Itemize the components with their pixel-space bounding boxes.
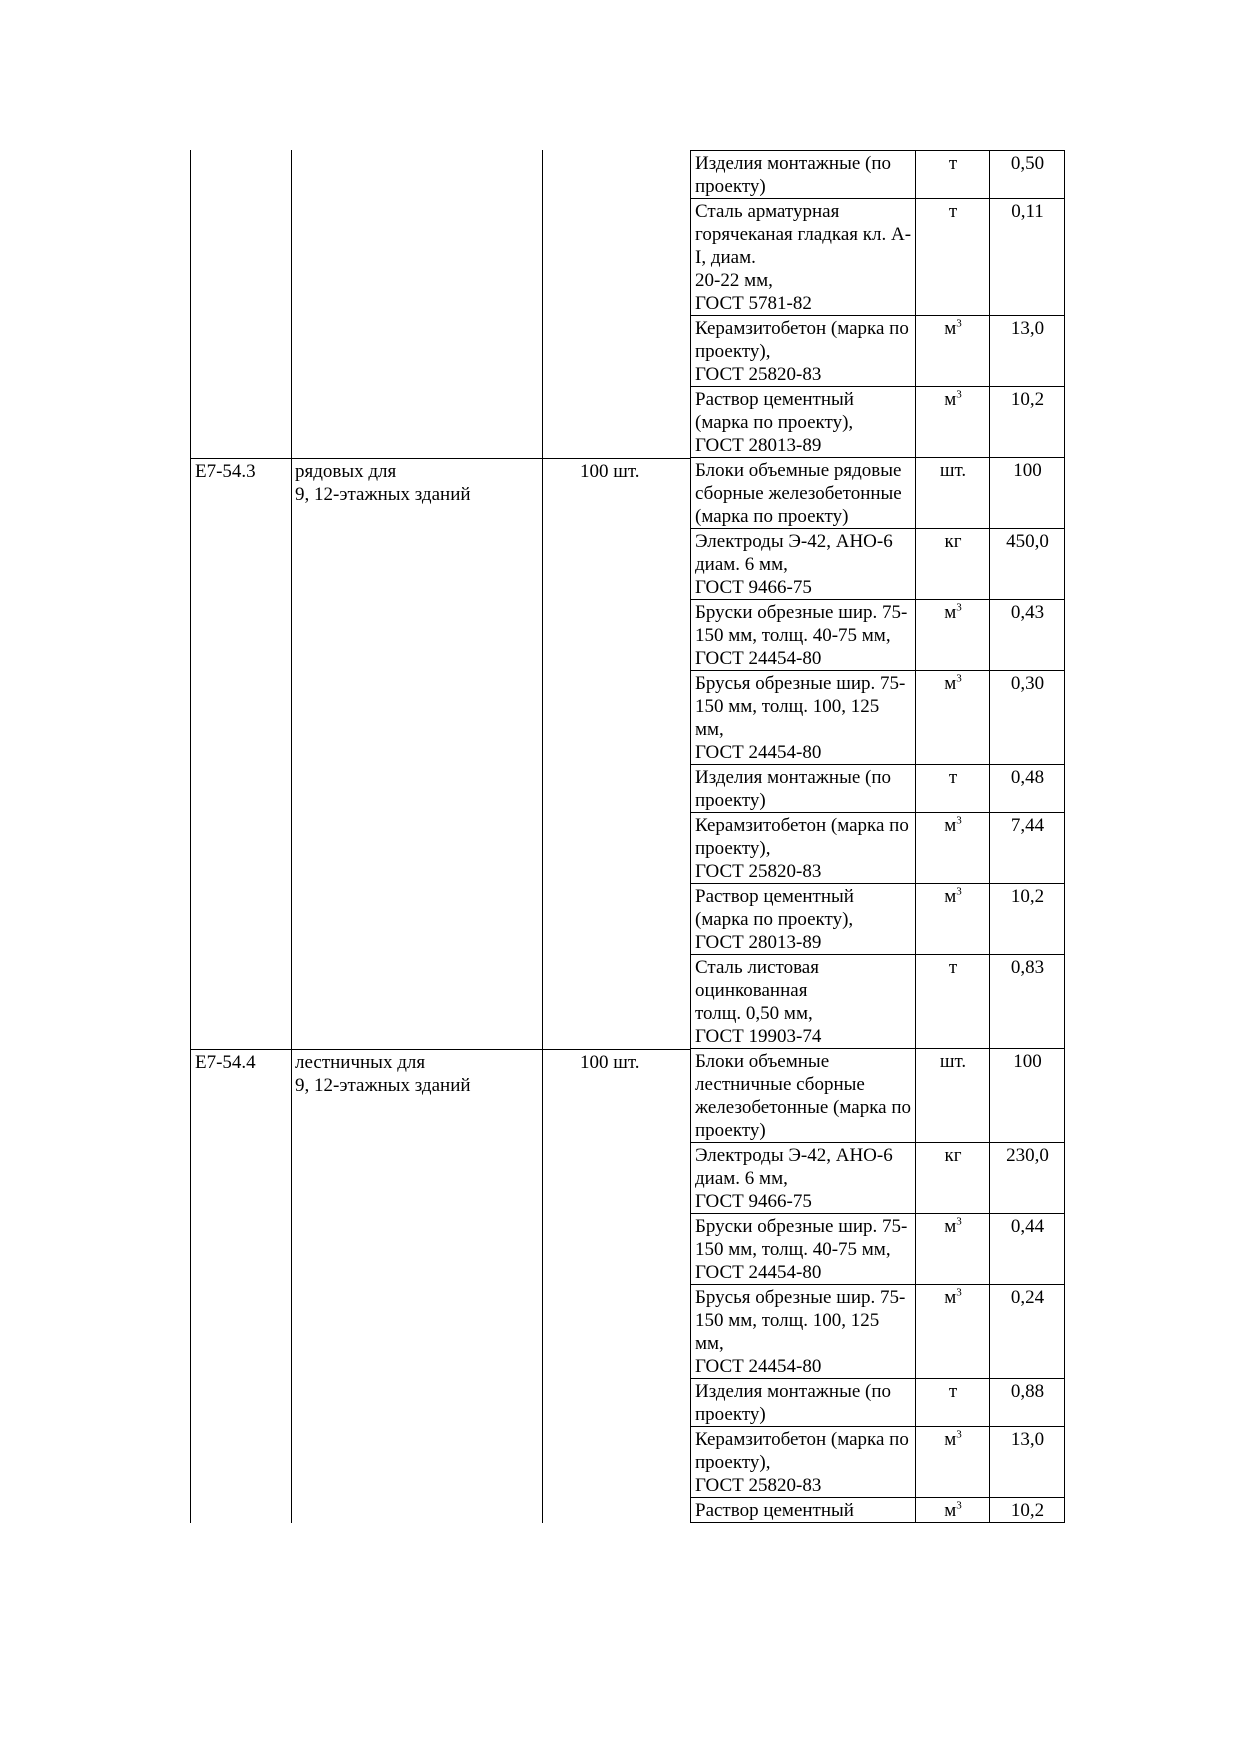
material-row [691, 529, 1065, 600]
material-unit-cell [916, 600, 990, 671]
group-description: рядовых для 9, 12-этажных зданий [295, 460, 471, 505]
material-unit-exponent: 3 [956, 672, 962, 685]
material-quantity: 13,0 [1010, 1429, 1045, 1450]
material-unit-cell [916, 458, 990, 529]
column-rule-left [190, 150, 191, 1523]
material-quantity: 0,24 [1010, 1287, 1045, 1308]
material-quantity: 7,44 [1010, 815, 1045, 836]
material-unit: м [944, 318, 957, 339]
material-name: Изделия монтажные (по проекту) [695, 1381, 892, 1425]
material-name-cell [691, 387, 916, 458]
material-quantity-cell [990, 955, 1065, 1049]
material-row [691, 671, 1065, 765]
material-unit-cell [916, 1498, 990, 1523]
material-row [691, 1049, 1065, 1143]
group-unit: 100 шт. [580, 460, 640, 482]
material-unit: кг [944, 531, 962, 552]
material-quantity-cell [990, 1049, 1065, 1143]
material-unit-exponent: 3 [956, 814, 962, 827]
material-name-cell [691, 1143, 916, 1214]
material-unit-exponent: 3 [956, 388, 962, 401]
material-unit-cell [916, 151, 990, 199]
material-unit-exponent: 3 [956, 1215, 962, 1228]
material-unit: м [944, 1216, 957, 1237]
group-separator [190, 1049, 690, 1050]
material-unit: шт. [939, 1051, 967, 1072]
material-unit: м [944, 602, 957, 623]
group-code: Е7-54.3 [195, 460, 256, 482]
material-unit-cell [916, 1143, 990, 1214]
material-name: Керамзитобетон (марка по проекту), ГОСТ 25820-83 [695, 318, 909, 385]
material-row [691, 1214, 1065, 1285]
group-description: лестничных для 9, 12-этажных зданий [295, 1051, 471, 1096]
material-unit: шт. [939, 460, 967, 481]
material-name: Электроды Э-42, АНО-6 диам. 6 мм, ГОСТ 9466-75 [695, 1145, 893, 1212]
material-quantity: 0,88 [1010, 1381, 1045, 1402]
material-name-cell [691, 316, 916, 387]
material-quantity-cell [990, 199, 1065, 316]
material-unit: м [944, 389, 957, 410]
material-unit-exponent: 3 [956, 1499, 962, 1512]
material-quantity: 13,0 [1010, 318, 1045, 339]
material-unit-exponent: 3 [956, 1286, 962, 1299]
material-quantity: 0,11 [1011, 201, 1044, 222]
material-row [691, 765, 1065, 813]
material-row [691, 458, 1065, 529]
material-quantity-cell [990, 1143, 1065, 1214]
material-quantity-cell [990, 765, 1065, 813]
material-name: Блоки объемные рядовые сборные железобетонные (марка по проекту) [695, 460, 902, 527]
material-name-cell [691, 671, 916, 765]
material-unit-cell [916, 529, 990, 600]
material-name: Керамзитобетон (марка по проекту), ГОСТ 25820-83 [695, 1429, 909, 1496]
material-unit-cell [916, 1379, 990, 1427]
material-unit-cell [916, 955, 990, 1049]
material-unit-exponent: 3 [956, 1428, 962, 1441]
material-name: Брусья обрезные шир. 75-150 мм, толщ. 100, 125 мм, ГОСТ 24454-80 [695, 673, 906, 763]
material-quantity-cell [990, 671, 1065, 765]
material-name-cell [691, 884, 916, 955]
material-unit-exponent: 3 [956, 317, 962, 330]
material-unit-cell [916, 199, 990, 316]
material-unit: м [944, 886, 957, 907]
material-name: Сталь листовая оцинкованная толщ. 0,50 мм, ГОСТ 19903-74 [695, 957, 822, 1047]
material-name: Бруски обрезные шир. 75-150 мм, толщ. 40-75 мм, ГОСТ 24454-80 [695, 1216, 908, 1283]
material-name-cell [691, 1285, 916, 1379]
material-name: Сталь арматурная горячеканая гладкая кл. А-I, диам. 20-22 мм, ГОСТ 5781-82 [695, 201, 912, 314]
materials-table [690, 150, 1065, 1523]
material-name-cell [691, 151, 916, 199]
material-name: Раствор цементный (марка по проекту), ГОСТ 28013-89 [695, 389, 854, 456]
material-unit: м [944, 1287, 957, 1308]
material-unit: т [948, 153, 958, 174]
material-unit: м [944, 673, 957, 694]
material-quantity-cell [990, 151, 1065, 199]
material-unit-exponent: 3 [956, 601, 962, 614]
material-row [691, 1427, 1065, 1498]
group-separator [190, 458, 690, 459]
material-unit-cell [916, 387, 990, 458]
material-name-cell [691, 199, 916, 316]
material-unit: м [944, 1500, 957, 1521]
material-unit-cell [916, 1427, 990, 1498]
material-quantity-cell [990, 458, 1065, 529]
material-name-cell [691, 600, 916, 671]
material-unit: т [948, 1381, 958, 1402]
material-quantity: 450,0 [1006, 531, 1049, 552]
column-rule-description [542, 150, 543, 1523]
material-quantity: 0,44 [1010, 1216, 1045, 1237]
material-name-cell [691, 1214, 916, 1285]
material-unit-exponent: 3 [956, 885, 962, 898]
material-quantity-cell [990, 884, 1065, 955]
material-quantity: 10,2 [1010, 389, 1045, 410]
material-name-cell [691, 813, 916, 884]
material-name: Изделия монтажные (по проекту) [695, 153, 892, 197]
material-unit: т [948, 201, 958, 222]
material-unit-cell [916, 1049, 990, 1143]
material-quantity-cell [990, 316, 1065, 387]
material-row [691, 955, 1065, 1049]
material-name: Раствор цементный [695, 1500, 854, 1521]
material-unit-cell [916, 765, 990, 813]
material-row [691, 1498, 1065, 1523]
material-name-cell [691, 1498, 916, 1523]
material-unit: т [948, 767, 958, 788]
column-rule-code [291, 150, 292, 1523]
material-quantity-cell [990, 1214, 1065, 1285]
material-quantity-cell [990, 600, 1065, 671]
material-name: Бруски обрезные шир. 75-150 мм, толщ. 40-75 мм, ГОСТ 24454-80 [695, 602, 908, 669]
material-name: Керамзитобетон (марка по проекту), ГОСТ 25820-83 [695, 815, 909, 882]
material-quantity-cell [990, 1498, 1065, 1523]
material-name: Блоки объемные лестничные сборные железобетонные (марка по проекту) [695, 1051, 911, 1141]
material-unit: м [944, 1429, 957, 1450]
material-quantity: 10,2 [1010, 1500, 1045, 1521]
material-quantity-cell [990, 529, 1065, 600]
material-quantity: 230,0 [1006, 1145, 1049, 1166]
material-row [691, 884, 1065, 955]
material-quantity: 10,2 [1010, 886, 1045, 907]
material-unit-cell [916, 1285, 990, 1379]
material-unit-cell [916, 316, 990, 387]
material-name-cell [691, 529, 916, 600]
material-quantity: 100 [1013, 1051, 1042, 1072]
material-name-cell [691, 765, 916, 813]
material-quantity: 100 [1013, 460, 1042, 481]
material-row [691, 1143, 1065, 1214]
material-quantity: 0,50 [1010, 153, 1045, 174]
material-row [691, 600, 1065, 671]
material-quantity-cell [990, 1285, 1065, 1379]
material-unit: кг [944, 1145, 962, 1166]
material-quantity-cell [990, 813, 1065, 884]
material-unit: м [944, 815, 957, 836]
material-name-cell [691, 1427, 916, 1498]
group-code: Е7-54.4 [195, 1051, 256, 1073]
material-unit-cell [916, 671, 990, 765]
material-name-cell [691, 955, 916, 1049]
group-unit: 100 шт. [580, 1051, 640, 1073]
material-unit-cell [916, 884, 990, 955]
material-row [691, 199, 1065, 316]
material-quantity-cell [990, 1427, 1065, 1498]
material-name: Изделия монтажные (по проекту) [695, 767, 892, 811]
material-unit-cell [916, 813, 990, 884]
material-quantity: 0,30 [1010, 673, 1045, 694]
material-row [691, 387, 1065, 458]
material-name: Раствор цементный (марка по проекту), ГОСТ 28013-89 [695, 886, 854, 953]
material-row [691, 813, 1065, 884]
material-quantity-cell [990, 1379, 1065, 1427]
material-quantity: 0,48 [1010, 767, 1045, 788]
material-name-cell [691, 1049, 916, 1143]
material-name-cell [691, 1379, 916, 1427]
material-row [691, 1285, 1065, 1379]
material-row [691, 1379, 1065, 1427]
material-row [691, 151, 1065, 199]
material-unit-cell [916, 1214, 990, 1285]
material-quantity: 0,83 [1010, 957, 1045, 978]
material-quantity: 0,43 [1010, 602, 1045, 623]
material-quantity-cell [990, 387, 1065, 458]
material-name: Брусья обрезные шир. 75-150 мм, толщ. 100, 125 мм, ГОСТ 24454-80 [695, 1287, 906, 1377]
material-name-cell [691, 458, 916, 529]
material-row [691, 316, 1065, 387]
material-name: Электроды Э-42, АНО-6 диам. 6 мм, ГОСТ 9466-75 [695, 531, 893, 598]
material-unit: т [948, 957, 958, 978]
